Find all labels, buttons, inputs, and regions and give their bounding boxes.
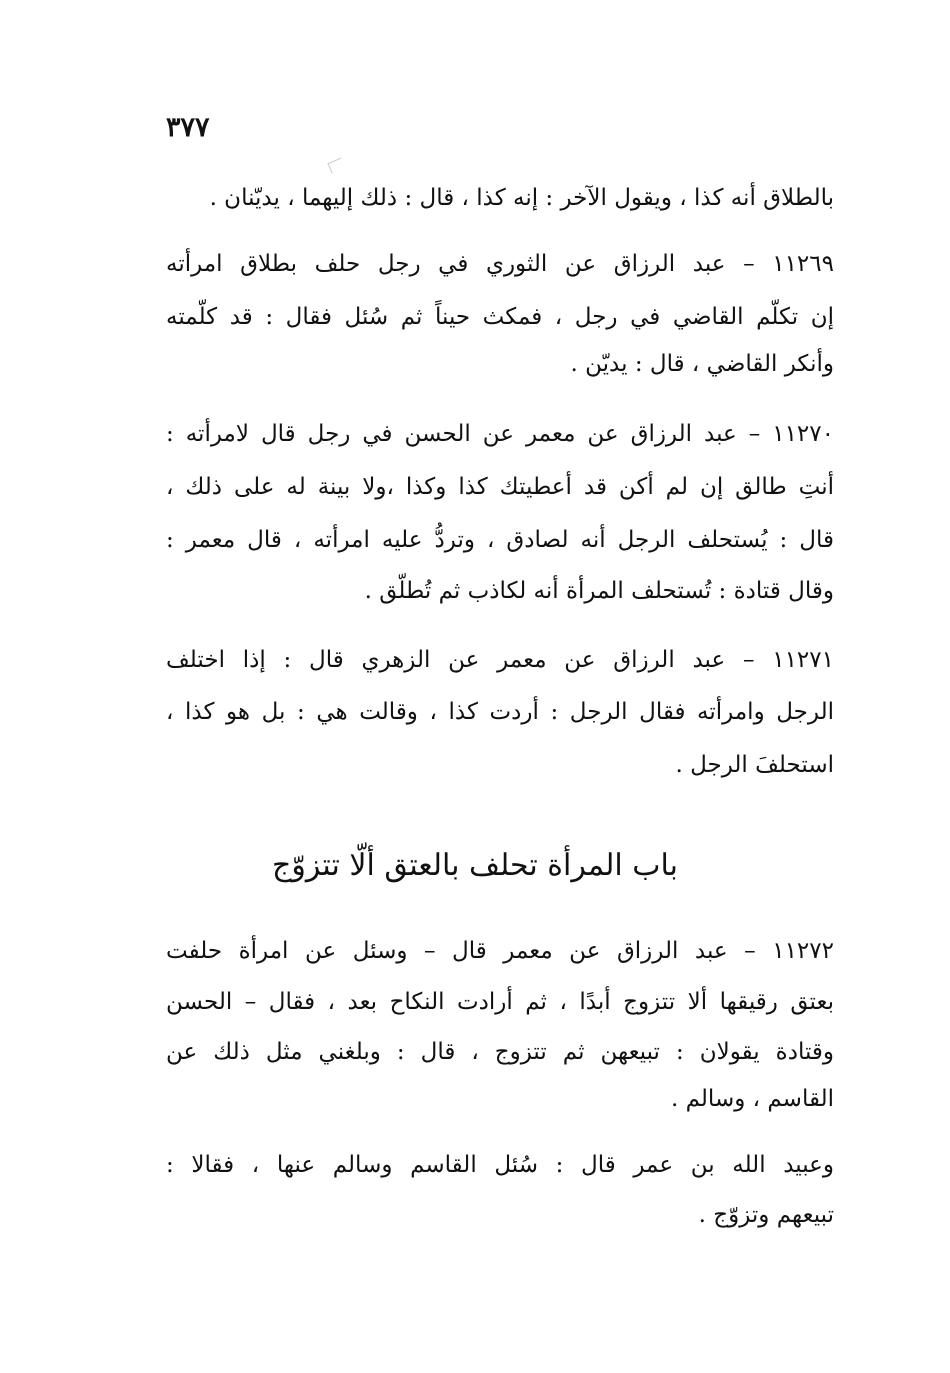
page-number: ٣٧٧ <box>166 112 210 143</box>
section-heading: باب المرأة تحلف بالعتق ألّا تتزوّج <box>272 848 678 883</box>
paragraph-line: الرجل وامرأته فقال الرجل : أردت كذا ، وقالت هي : بل هو كذا ، <box>166 699 834 725</box>
paragraph-line: بالطلاق أنه كذا ، ويقول الآخر : إنه كذا ، قال : ذلك إليهما ، يديّنان . <box>209 185 834 211</box>
paragraph-line: تبيعهم وتزوّج . <box>698 1202 834 1228</box>
ink-mark <box>327 157 345 173</box>
paragraph-line: بعتق رقيقها ألا تتزوج أبدًا ، ثم أرادت النكاح بعد ، فقال – الحسن <box>166 989 834 1015</box>
paragraph-line: وعبيد الله بن عمر قال : سُئل القاسم وسالم عنها ، فقالا : <box>166 1152 834 1178</box>
paragraph-line: وقتادة يقولان : تبيعهن ثم تتزوج ، قال : وبلغني مثل ذلك عن <box>166 1039 834 1065</box>
paragraph-line: قال : يُستحلف الرجل أنه لصادق ، وتردُّ عليه امرأته ، قال معمر : <box>166 527 834 553</box>
hadith-11271-line: ١١٢٧١ – عبد الرزاق عن معمر عن الزهري قال : إذا اختلف <box>166 647 834 673</box>
hadith-11269-line: ١١٢٦٩ – عبد الرزاق عن الثوري في رجل حلف بطلاق امرأته <box>166 251 834 277</box>
paragraph-line: أنتِ طالق إن لم أكن قد أعطيتك كذا وكذا ،ولا بينة له على ذلك ، <box>166 474 834 500</box>
paragraph-line: وأنكر القاضي ، قال : يديّن . <box>570 351 834 377</box>
paragraph-line: القاسم ، وسالم . <box>671 1086 834 1112</box>
paragraph-line: استحلفَ الرجل . <box>675 752 834 778</box>
hadith-11270-line: ١١٢٧٠ – عبد الرزاق عن معمر عن الحسن في رجل قال لامرأته : <box>166 421 834 447</box>
hadith-11272-line: ١١٢٧٢ – عبد الرزاق عن معمر قال – وسئل عن امرأة حلفت <box>166 938 834 964</box>
paragraph-line: إن تكلّم القاضي في رجل ، فمكث حيناً ثم سُئل فقال : قد كلّمته <box>166 304 834 330</box>
paragraph-line: وقال قتادة : تُستحلف المرأة أنه لكاذب ثم تُطلّق . <box>364 578 834 604</box>
